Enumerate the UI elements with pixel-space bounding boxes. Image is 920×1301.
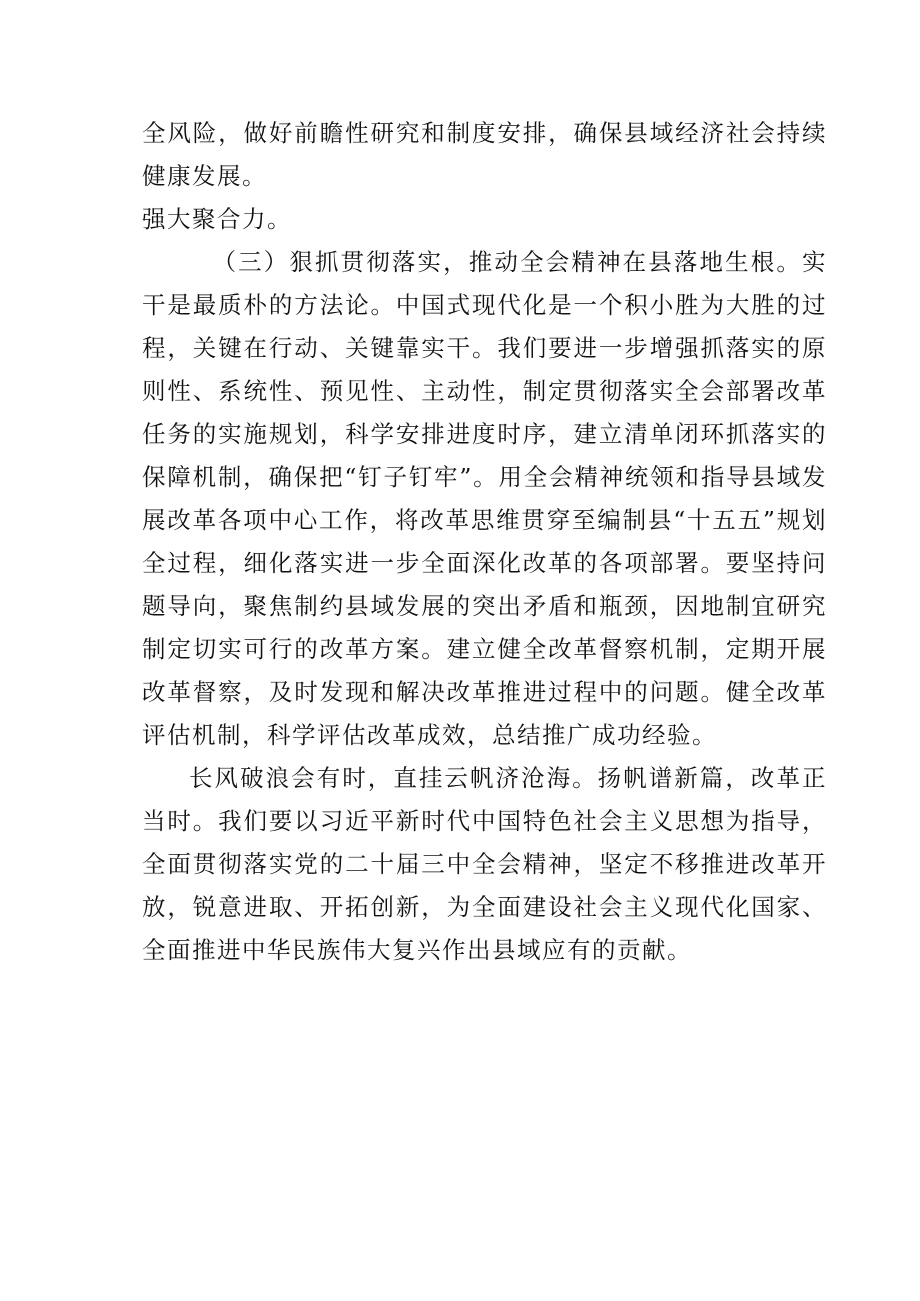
paragraph-continuation: 全风险，做好前瞻性研究和制度安排，确保县域经济社会持续健康发展。	[142, 119, 827, 190]
paragraph-section-three: （三）狠抓贯彻落实，推动全会精神在县落地生根。实干是最质朴的方法论。中国式现代化是一个积小胜为大胜的过程，关键在行动、关键靠实干。我们要进一步增强抓落实的原则性、系统性、预见性、主动性，制定贯彻落实全会部署改革任务的实施规划，科学安排进度时序，建立清单闭环抓落实的保障机制，确保把“钉子钉牢”。用全会精神统领和指导县域发展改革各项中心工作，将改革思维贯穿至编制县“十五五”规划全过程，细化落实进一步全面深化改革的各项部署。要坚持问题导向，聚焦制约县域发展的突出矛盾和瓶颈，因地制宜研究制定切实可行的改革方案。建立健全改革督察机制，定期开展改革督察，及时发现和解决改革推进过程中的问题。健全改革评估机制，科学评估改革成效，总结推广成功经验。	[142, 248, 827, 749]
document-body	[142, 112, 827, 972]
paragraph-fragment: 强大聚合力。	[142, 205, 292, 233]
paragraph-conclusion: 长风破浪会有时，直挂云帆济沧海。扬帆谱新篇，改革正当时。我们要以习近平新时代中国特色社会主义思想为指导，全面贯彻落实党的二十届三中全会精神，坚定不移推进改革开放，锐意进取、开拓创新，为全面建设社会主义现代化国家、全面推进中华民族伟大复兴作出县域应有的贡献。	[142, 764, 827, 964]
